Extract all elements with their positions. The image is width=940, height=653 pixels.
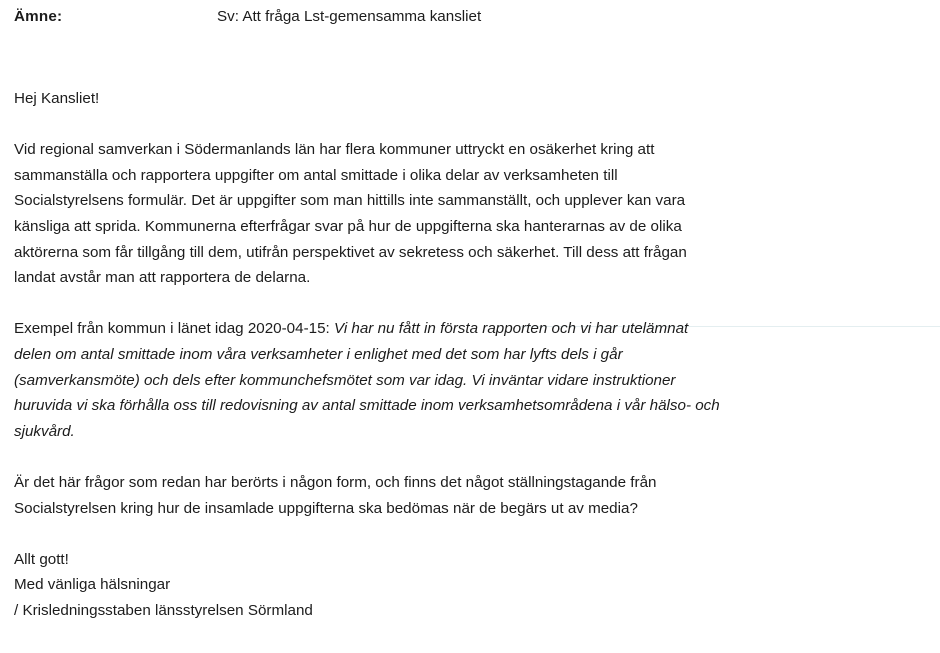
paragraph-line: aktörerna som får tillgång till dem, utifrån perspektivet av sekretess och säkerhet. Till dess att frågan <box>14 243 687 261</box>
example-quote-line: (samverkansmöte) och dels efter kommunchefsmötet som var idag. Vi inväntar vidare instruktioner <box>14 371 676 389</box>
example-first-line <box>14 316 914 342</box>
subject-label: Ämne: <box>14 8 63 25</box>
closing-signature <box>14 547 914 624</box>
paragraph-line: landat avstår man att rapportera de delarna. <box>14 269 311 287</box>
paragraph-example <box>14 316 914 444</box>
greeting <box>14 86 914 112</box>
example-quote-start: Vi har nu fått in första rapporten och vi har utelämnat <box>333 320 689 338</box>
example-quote-line: delen om antal smittade inom våra verksamheter i enlighet med det som har lyfts dels i går <box>14 345 623 363</box>
closing-line: Med vänliga hälsningar <box>14 576 171 594</box>
email-body <box>14 86 914 649</box>
paragraph-line: sammanställa och rapportera uppgifter om antal smittade i olika delar av verksamheten till <box>14 166 618 184</box>
subject-value: Sv: Att fråga Lst-gemensamma kansliet <box>217 8 482 25</box>
subject-row <box>14 4 924 30</box>
example-quote-line: sjukvård. <box>14 422 75 440</box>
closing-line: Allt gott! <box>14 550 69 568</box>
question-line: Socialstyrelsen kring hur de insamlade uppgifterna ska bedömas när de begärs ut av media? <box>14 499 638 517</box>
paragraph-question <box>14 470 914 521</box>
paragraph-line: Vid regional samverkan i Södermanlands län har flera kommuner uttryckt en osäkerhet kring att <box>14 141 655 159</box>
question-line: Är det här frågor som redan har berörts i någon form, och finns det något ställningstagande från <box>14 473 657 491</box>
example-intro: Exempel från kommun i länet idag 2020-04-15: <box>14 320 334 338</box>
paragraph-line: känsliga att sprida. Kommunerna efterfrågar svar på hur de uppgifterna ska hanterarnas av de olika <box>14 217 682 235</box>
paragraph-context <box>14 137 914 291</box>
greeting-text: Hej Kansliet! <box>14 90 100 107</box>
signature-line: / Krisledningsstaben länsstyrelsen Sörmland <box>14 601 313 619</box>
example-quote-line: huruvida vi ska förhålla oss till redovisning av antal smittade inom verksamhetsområdena i vår hälso- och <box>14 397 720 415</box>
paragraph-line: Socialstyrelsens formulär. Det är uppgifter som man hittills inte sammanställt, och upplever kan vara <box>14 192 686 210</box>
